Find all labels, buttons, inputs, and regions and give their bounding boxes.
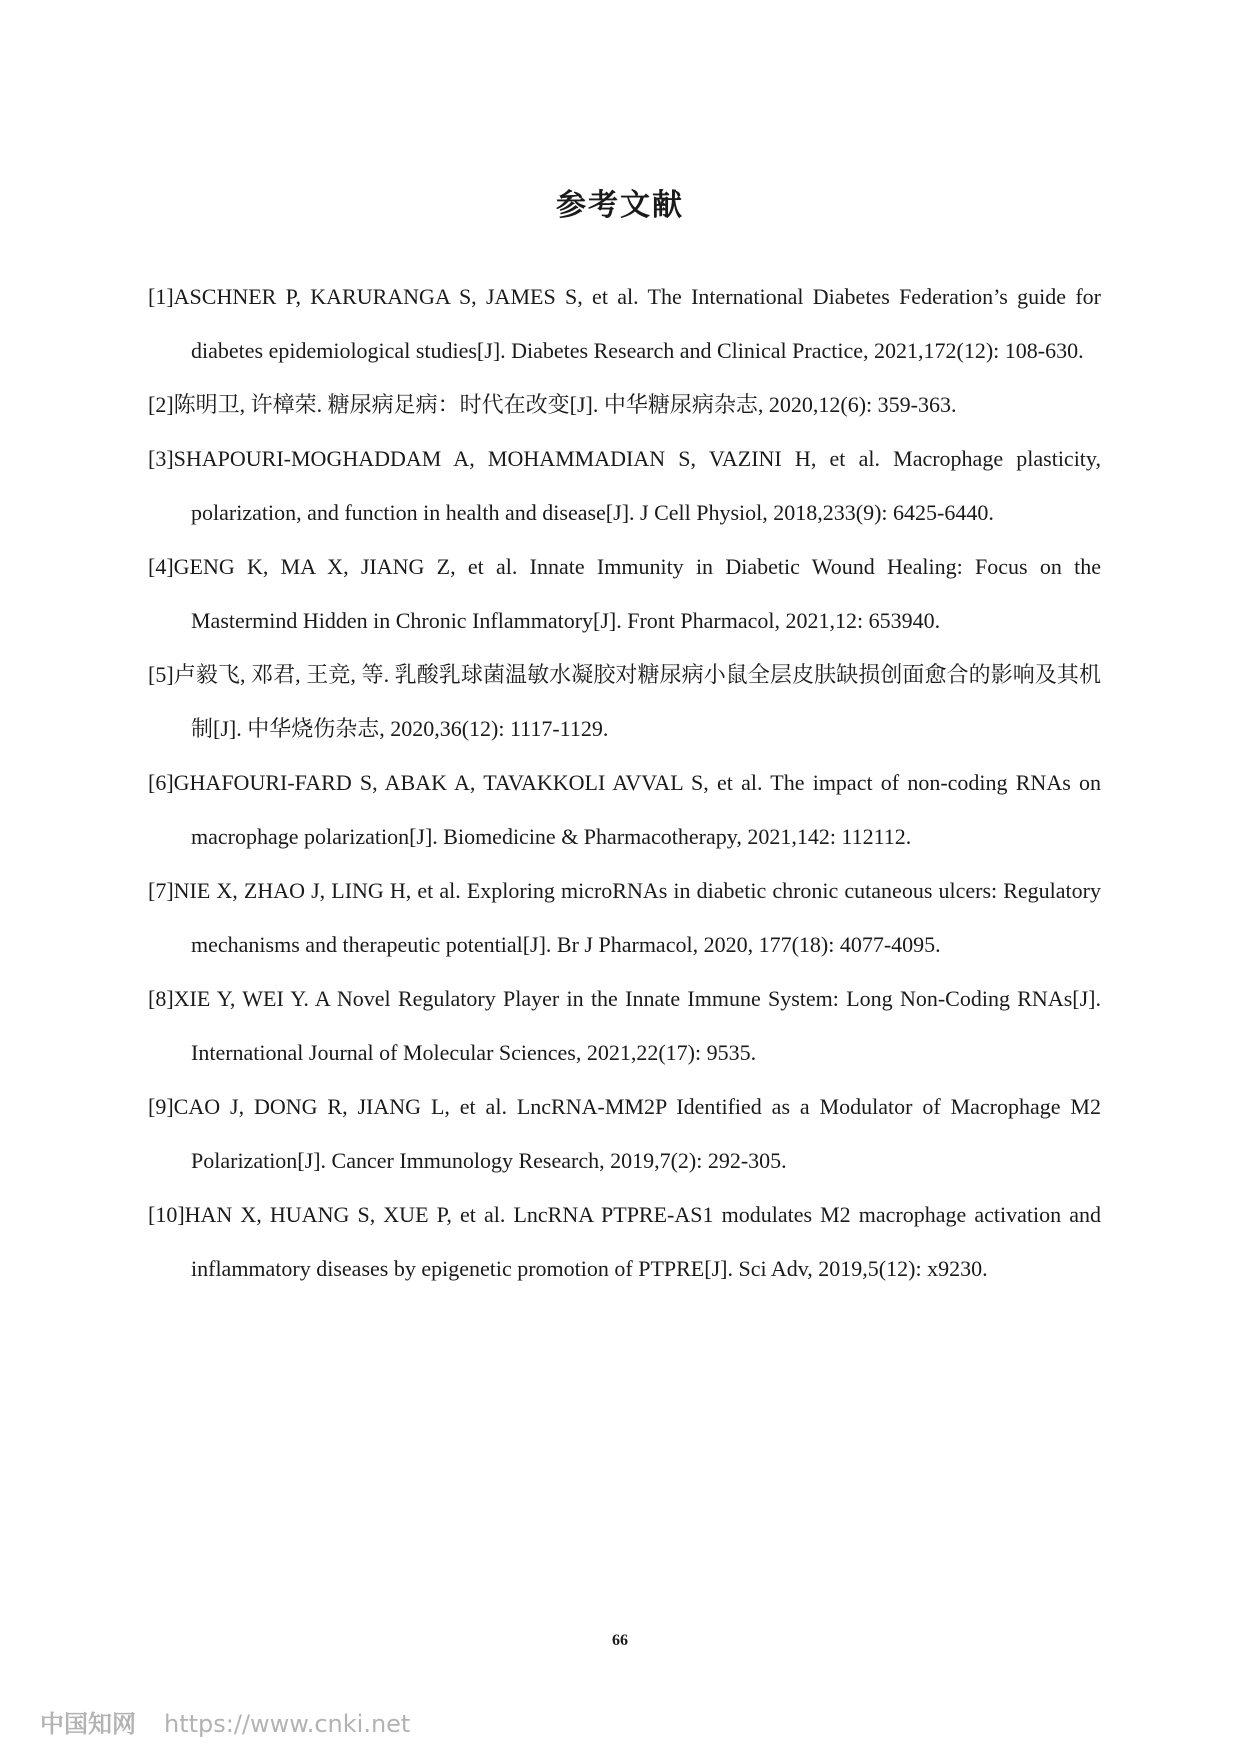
reference-item: [1]ASCHNER P, KARURANGA S, JAMES S, et al. The International Diabetes Federation’s guide for diabetes epidemiological studies[J]. Diabetes Research and Clinical Practice, 2021,172(12): 108-630. (148, 284, 1101, 363)
reference-item: [5]卢毅飞, 邓君, 王竞, 等. 乳酸乳球菌温敏水凝胶对糖尿病小鼠全层皮肤缺损创面愈合的影响及其机制[J]. 中华烧伤杂志, 2020,36(12): 1117-1129. (148, 662, 1101, 741)
reference-item: [10]HAN X, HUANG S, XUE P, et al. LncRNA PTPRE-AS1 modulates M2 macrophage activation and inflammatory diseases by epigenetic promotion of PTPRE[J]. Sci Adv, 2019,5(12): x9230. (148, 1202, 1101, 1281)
reference-item: [6]GHAFOURI-FARD S, ABAK A, TAVAKKOLI AVVAL S, et al. The impact of non-coding RNAs on macrophage polarization[J]. Biomedicine & Pharmacotherapy, 2021,142: 112112. (148, 770, 1101, 849)
cnki-watermark (40, 1704, 410, 1739)
reference-list (148, 270, 1101, 1296)
reference-item: [3]SHAPOURI-MOGHADDAM A, MOHAMMADIAN S, VAZINI H, et al. Macrophage plasticity, polarization, and function in health and disease[J]. J Cell Physiol, 2018,233(9): 6425-6440. (148, 446, 1101, 525)
reference-item: [4]GENG K, MA X, JIANG Z, et al. Innate Immunity in Diabetic Wound Healing: Focus on the Mastermind Hidden in Chronic Inflammatory[J]. Front Pharmacol, 2021,12: 653940. (148, 554, 1101, 633)
watermark-brand: 中国知网 (40, 1710, 136, 1738)
reference-item: [2]陈明卫, 许樟荣. 糖尿病足病：时代在改变[J]. 中华糖尿病杂志, 2020,12(6): 359-363. (148, 392, 957, 417)
reference-item: [9]CAO J, DONG R, JIANG L, et al. LncRNA-MM2P Identified as a Modulator of Macrophage M2 Polarization[J]. Cancer Immunology Research, 2019,7(2): 292-305. (148, 1094, 1101, 1173)
page-title: 参考文献 (556, 188, 684, 224)
reference-item: [7]NIE X, ZHAO J, LING H, et al. Exploring microRNAs in diabetic chronic cutaneous ulcers: Regulatory mechanisms and therapeutic potential[J]. Br J Pharmacol, 2020, 177(18): 4077-4095. (148, 878, 1101, 957)
watermark-url: https://www.cnki.net (164, 1710, 411, 1738)
page-number: 66 (612, 1632, 628, 1649)
reference-item: [8]XIE Y, WEI Y. A Novel Regulatory Player in the Innate Immune System: Long Non-Coding RNAs[J]. International Journal of Molecular Sciences, 2021,22(17): 9535. (148, 986, 1101, 1065)
